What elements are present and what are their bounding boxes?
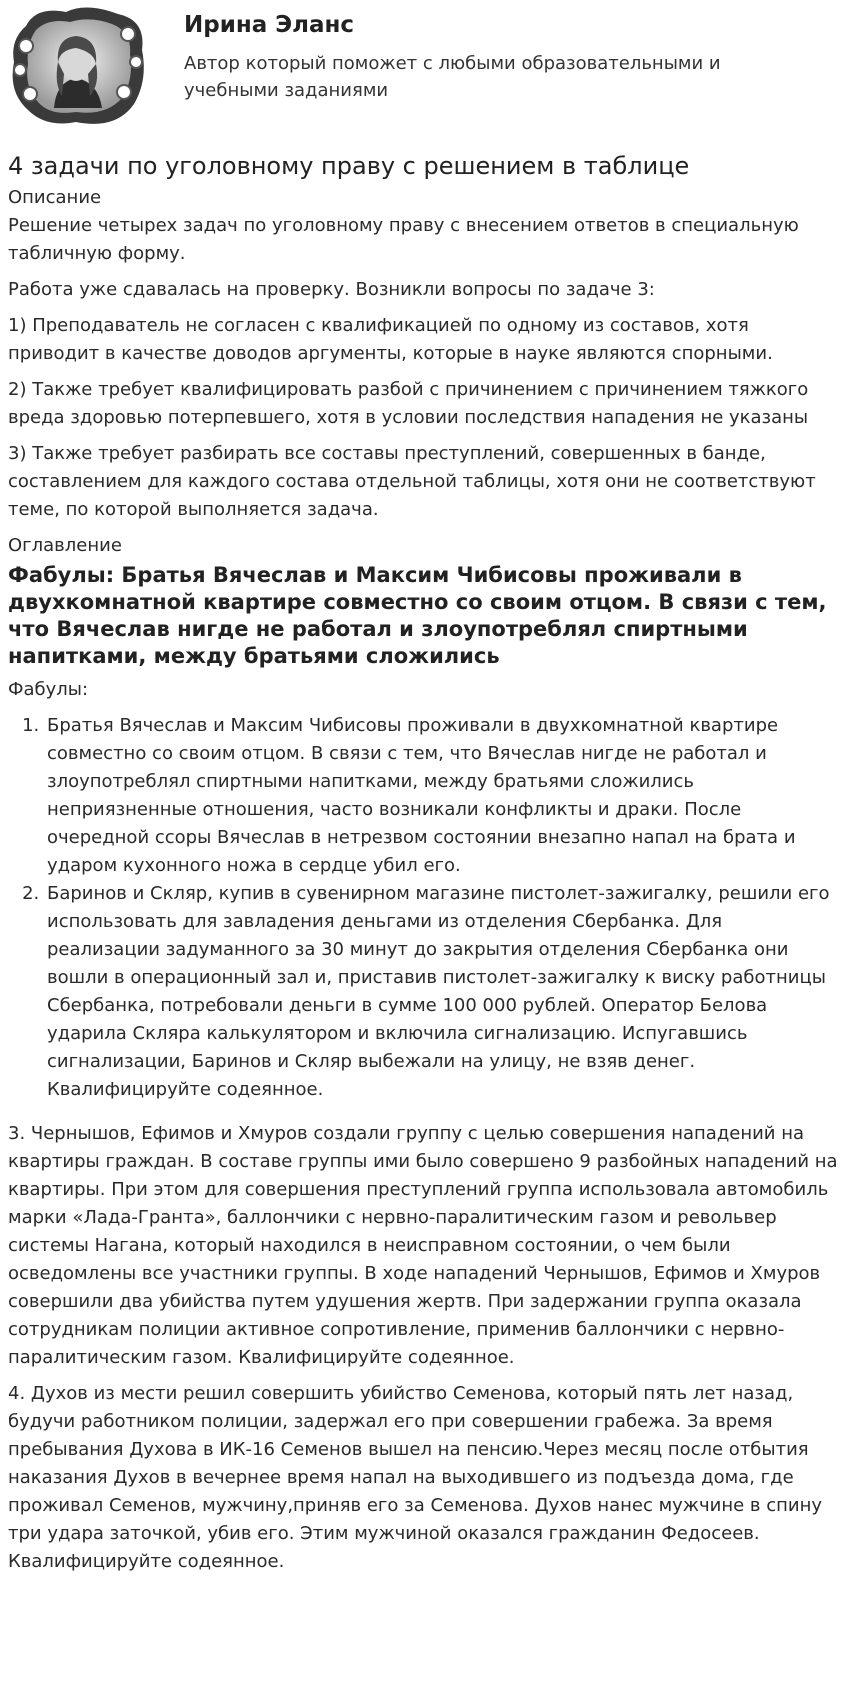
description-paragraph: 2) Также требует квалифицировать разбой с причинением с причинением тяжкого вреда здоровью потерпевшего, хотя в условии последствия нападения не указаны: [8, 379, 809, 428]
author-description: Автор который поможет с любыми образовательными и учебными заданиями: [184, 53, 721, 101]
fabula-paragraph: 4. Духов из мести решил совершить убийство Семенова, который пять лет назад, будучи работником полиции, задержал его при совершении грабежа. За время пребывания Духова в ИК-16 Семенов вышел на пенсию.Через месяц после отбытия наказания Духов в вечернее время напал на выходившего из подъезда дома, где проживал Семенов, мужчину,приняв его за Семенова. Духов нанес мужчине в спину три удара заточкой, убив его. Этим мужчиной оказался гражданин Федосеев. Квалифицируйте содеянное.: [8, 1383, 823, 1572]
list-item: 2. Баринов и Скляр, купив в сувенирном магазине пистолет-зажигалку, решили его использовать для завладения деньгами из отделения Сбербанка. Для реализации задуманного за 30 минут до закрытия отделения Сбербанка они вошли в операционный зал и, приставив пистолет-зажигалку к виску работницы Сбербанка, потребовали деньги в сумме 100 000 рублей. Оператор Белова ударила Скляра калькулятором и включила сигнализацию. Испугавшись сигнализации, Баринов и Скляр выбежали на улицу, не взяв денег. Квалифицируйте содеянное.: [45, 880, 839, 1104]
description-label: Описание: [8, 187, 102, 208]
toc-heading: Фабулы: Братья Вячеслав и Максим Чибисовы проживали в двухкомнатной квартире совместно со своим отцом. В связи с тем, что Вячеслав нигде не работал и злоупотреблял спиртными напитками, между братьями сложились: [8, 563, 827, 668]
avatar[interactable]: [6, 4, 148, 128]
fabulas-label: Фабулы:: [8, 679, 89, 700]
description-paragraph: Работа уже сдавалась на проверку. Возникли вопросы по задаче 3:: [8, 279, 655, 300]
fabulas-list: [8, 712, 839, 1104]
description-paragraph: 1) Преподаватель не согласен с квалификацией по одному из составов, хотя приводит в качестве доводов аргументы, которые в науке являются спорными.: [8, 315, 773, 364]
description-paragraph: Решение четырех задач по уголовному праву с внесением ответов в специальную табличную форму.: [8, 215, 799, 264]
fabula-paragraph: 3. Чернышов, Ефимов и Хмуров создали группу с целью совершения нападений на квартиры граждан. В составе группы ими было совершено 9 разбойных нападений на квартиры. При этом для совершения преступлений группа использовала автомобиль марки «Лада-Гранта», баллончики с нервно-паралитическим газом и револьвер системы Нагана, который находился в неисправном состоянии, о чем были осведомлены все участники группы. В ходе нападений Чернышов, Ефимов и Хмуров совершили два убийства путем удушения жертв. При задержании группа оказала сотрудникам полиции активное сопротивление, применив баллончики с нервно-паралитическим газом. Квалифицируйте содеянное.: [8, 1123, 838, 1368]
page-title: 4 задачи по уголовному праву с решением в таблице: [8, 152, 690, 180]
work-content: [0, 150, 847, 1576]
toc-label: Оглавление: [8, 535, 122, 556]
list-item: 1. Братья Вячеслав и Максим Чибисовы проживали в двухкомнатной квартире совместно со своим отцом. В связи с тем, что Вячеслав нигде не работал и злоупотреблял спиртными напитками, между братьями сложились неприязненные отношения, часто возникали конфликты и драки. После очередной ссоры Вячеслав в нетрезвом состоянии внезапно напал на брата и ударом кухонного ножа в сердце убил его.: [45, 712, 839, 880]
author-card: [0, 0, 847, 132]
author-name[interactable]: Ирина Эланс: [184, 12, 355, 38]
author-photo-icon: [6, 4, 148, 128]
description-paragraph: 3) Также требует разбирать все составы преступлений, совершенных в банде, составлением для каждого состава отдельной таблицы, хотя они не соответствуют теме, по которой выполняется задача.: [8, 443, 816, 520]
